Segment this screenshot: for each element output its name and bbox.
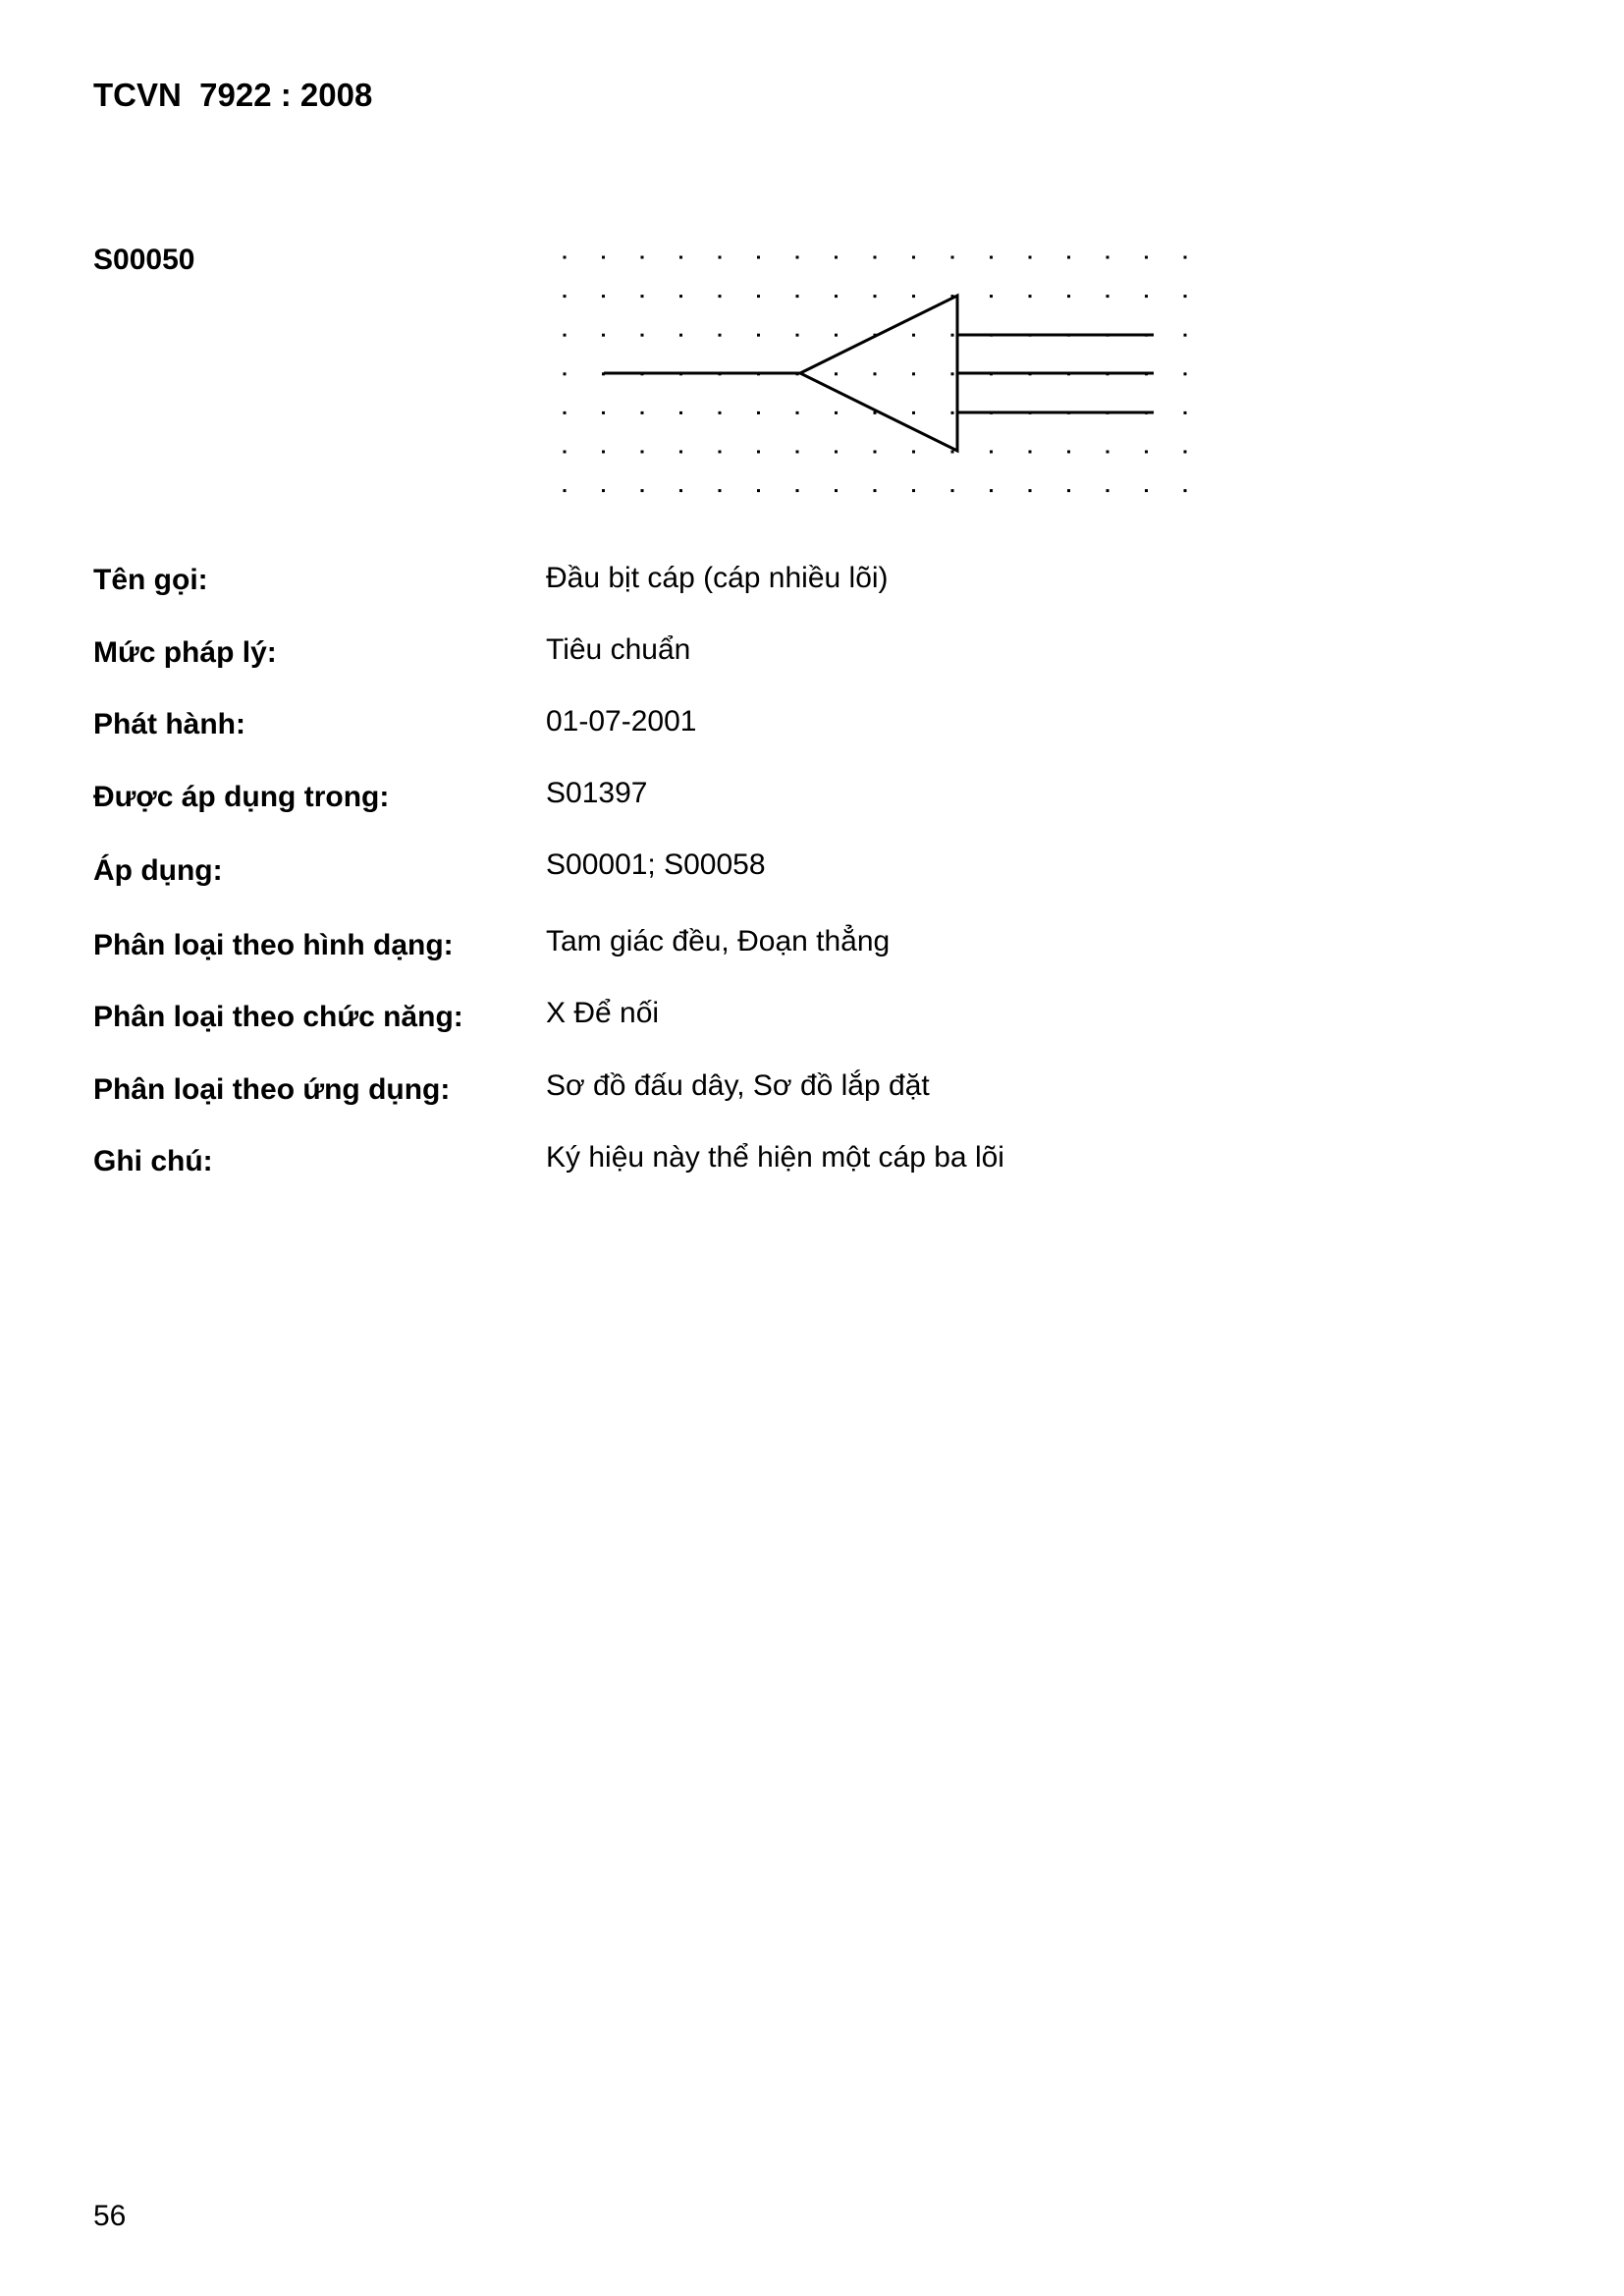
grid-dot: [719, 411, 722, 414]
grid-dot: [564, 334, 567, 337]
grid-dot: [835, 489, 838, 492]
grid-dot: [757, 451, 760, 454]
grid-dot: [874, 372, 877, 375]
grid-dot: [641, 451, 644, 454]
grid-dot: [1184, 256, 1187, 259]
grid-dot: [1145, 489, 1148, 492]
page-number: 56: [93, 2200, 127, 2232]
grid-dot: [796, 334, 799, 337]
grid-dot: [951, 256, 954, 259]
grid-dot: [719, 256, 722, 259]
grid-dot: [564, 411, 567, 414]
grid-dot: [951, 489, 954, 492]
field-value-shape-class: Tam giác đều, Đoạn thẳng: [546, 925, 891, 957]
field-value-applied-in: S01397: [546, 777, 648, 809]
grid-dot: [757, 295, 760, 298]
grid-dot: [564, 295, 567, 298]
grid-dot: [990, 256, 993, 259]
grid-dot: [679, 334, 682, 337]
grid-dot: [990, 451, 993, 454]
grid-dot: [679, 295, 682, 298]
field-label-name: Tên gọi:: [93, 564, 208, 596]
grid-dot: [1029, 489, 1032, 492]
grid-dot: [679, 411, 682, 414]
grid-dot: [1067, 451, 1070, 454]
symbol-code: S00050: [93, 244, 195, 276]
grid-dot: [796, 489, 799, 492]
grid-dot: [835, 372, 838, 375]
field-label-legal-level: Mức pháp lý:: [93, 636, 277, 669]
field-value-legal-level: Tiêu chuẩn: [546, 633, 691, 666]
grid-dot: [679, 451, 682, 454]
field-value-applies: S00001; S00058: [546, 848, 766, 881]
grid-dot: [835, 334, 838, 337]
field-value-name: Đầu bịt cáp (cáp nhiều lõi): [546, 562, 889, 594]
field-label-applied-in: Được áp dụng trong:: [93, 781, 390, 813]
field-label-application-class: Phân loại theo ứng dụng:: [93, 1073, 451, 1106]
grid-dot: [1184, 489, 1187, 492]
grid-dot: [951, 451, 954, 454]
grid-dot: [1184, 372, 1187, 375]
grid-dot: [719, 451, 722, 454]
grid-dot: [835, 295, 838, 298]
grid-dot: [602, 489, 605, 492]
grid-dot: [602, 451, 605, 454]
grid-dot: [796, 451, 799, 454]
grid-dot: [679, 256, 682, 259]
grid-dot: [1184, 334, 1187, 337]
grid-dot: [641, 334, 644, 337]
grid-dot: [1029, 451, 1032, 454]
symbol-lines: [604, 296, 1154, 451]
grid-dot: [874, 256, 877, 259]
grid-dot: [951, 411, 954, 414]
grid-dot: [1107, 295, 1110, 298]
grid-dot: [641, 411, 644, 414]
grid-dot: [602, 334, 605, 337]
grid-dot: [912, 489, 915, 492]
grid-dot: [1184, 451, 1187, 454]
grid-dot: [564, 256, 567, 259]
field-value-note: Ký hiệu này thể hiện một cáp ba lõi: [546, 1141, 1004, 1174]
grid-dot: [1107, 489, 1110, 492]
grid-dot: [1145, 256, 1148, 259]
grid-dot: [757, 411, 760, 414]
grid-dot: [1107, 256, 1110, 259]
grid-dot: [719, 334, 722, 337]
grid-dot: [990, 295, 993, 298]
grid-dot: [564, 451, 567, 454]
grid-dot: [796, 295, 799, 298]
grid-dot: [912, 295, 915, 298]
grid-dot: [835, 451, 838, 454]
grid-dot: [912, 256, 915, 259]
grid-dot: [1067, 295, 1070, 298]
grid-dot: [564, 489, 567, 492]
grid-dot: [1067, 256, 1070, 259]
grid-dot: [1145, 295, 1148, 298]
grid-dot: [602, 295, 605, 298]
grid-dot: [719, 489, 722, 492]
field-label-note: Ghi chú:: [93, 1145, 213, 1177]
grid-dot: [835, 256, 838, 259]
field-value-issued: 01-07-2001: [546, 705, 697, 738]
grid-dot: [719, 295, 722, 298]
grid-dot: [757, 256, 760, 259]
field-value-application-class: Sơ đồ đấu dây, Sơ đồ lắp đặt: [546, 1069, 930, 1102]
grid-dot: [912, 334, 915, 337]
grid-dot: [796, 256, 799, 259]
grid-dot: [1184, 411, 1187, 414]
grid-dot: [912, 372, 915, 375]
grid-dot: [1029, 256, 1032, 259]
grid-dot: [990, 489, 993, 492]
cable-end-triangle-three-core-icon: [550, 236, 1208, 511]
grid-dot: [1107, 451, 1110, 454]
grid-dot: [951, 334, 954, 337]
grid-dot: [1184, 295, 1187, 298]
grid-dot: [602, 411, 605, 414]
field-label-function-class: Phân loại theo chức năng:: [93, 1001, 463, 1033]
grid-dot: [757, 489, 760, 492]
field-label-issued: Phát hành:: [93, 708, 245, 740]
grid-dot: [835, 411, 838, 414]
grid-dot: [1067, 489, 1070, 492]
grid-dot: [641, 256, 644, 259]
document-header: TCVN 7922 : 2008: [93, 77, 373, 113]
symbol-graphic: [550, 236, 1208, 506]
field-label-shape-class: Phân loại theo hình dạng:: [93, 929, 454, 961]
grid-dot: [641, 489, 644, 492]
grid-dot: [912, 411, 915, 414]
grid-dot: [757, 334, 760, 337]
grid-dot: [874, 295, 877, 298]
grid-dot: [641, 295, 644, 298]
grid-dot: [1029, 295, 1032, 298]
grid-dot: [951, 372, 954, 375]
triangle-shape: [800, 296, 957, 451]
grid-dot: [564, 372, 567, 375]
grid-dot: [874, 489, 877, 492]
grid-dot: [874, 451, 877, 454]
grid-dot: [796, 411, 799, 414]
grid-dot: [602, 256, 605, 259]
field-value-function-class: X Để nối: [546, 997, 660, 1029]
field-label-applies: Áp dụng:: [93, 854, 223, 887]
grid-dot: [1145, 451, 1148, 454]
grid-dot: [679, 489, 682, 492]
grid-dot: [912, 451, 915, 454]
